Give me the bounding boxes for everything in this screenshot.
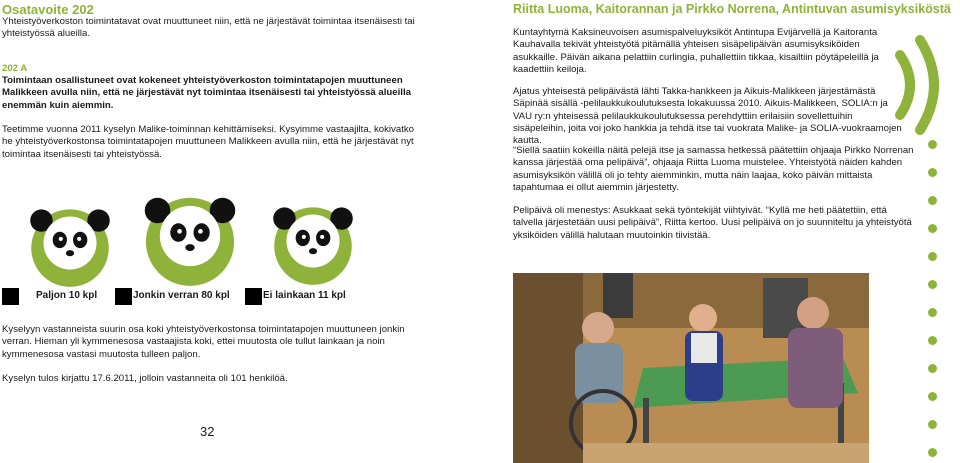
decorative-dot bbox=[928, 336, 937, 345]
item-code: 202 A bbox=[2, 63, 28, 74]
result-note: Kyselyn tulos kirjattu 17.6.2011, jolloin vastanneita oli 101 henkilöä. bbox=[2, 373, 288, 384]
item-text: Toimintaan osallistuneet ovat kokeneet yhteistyöverkoston toimintatapojen muuttuneen Malikkeen avulla niin, että ne järjestävät nyt toimintaa itsenäisesti tai yhteistyössä alueilla enemmän kuin aiemmin. bbox=[2, 75, 411, 111]
survey-text: Teetimme vuonna 2011 kyselyn Malike-toiminnan kehittämiseksi. Kysyimme vastaajilta, kokivatko he yhteistyöverkostonsa toimintatapojen muuttuneen Malikkeen avulla niin, että he järjestävät nyt toimintaa itsenäisesti tai yhteistyössä. bbox=[2, 124, 414, 160]
legend-label: Paljon 10 kpl bbox=[36, 290, 98, 301]
intro-text: Yhteistyöverkoston toimintatavat ovat muuttuneet niin, että ne järjestävät toimintaa itsenäisesti tai yhteistyössä alueilla. bbox=[2, 16, 415, 40]
decorative-dot bbox=[928, 252, 937, 261]
paragraph-1: Kuntayhtymä Kaksineuvoisen asumispalveluyksiköt Antintupa Evijärvellä ja Kaitoranta Kauhavalla tekivät yhteistyötä pitämällä yhteisen sisäpelipäivän asumisyksiköiden asukkaille. Päivän aikana pelattiin curlingia, puhallettiin tikkaa, kisailtiin pöytäpeleillä ja kaadettiin keiloja. bbox=[513, 27, 879, 75]
legend-swatch bbox=[245, 288, 262, 305]
legend-label: Ei lainkaan 11 kpl bbox=[263, 290, 346, 301]
paragraph-2: Ajatus yhteisestä pelipäivästä lähti Takka-hankkeen ja Aikuis-Malikkeen järjestämästä Säpinää sisällä -pelilaukkukoulutuksesta lokakuussa 2010. Aikuis-Malikkeen, SOLIA:n ja VAU ry:n yhteisessä pelilaukkukoulutuksessa perehdyttiin erilaisiin sovellettuihin sisäpeleihin, joita voi joko hankkia ja tehdä itse tai vuokrata Malike- ja SOLIA-vuokraamojen kautta. bbox=[513, 86, 902, 147]
paragraph-4: Pelipäivä oli menestys: Asukkaat sekä työntekijät viihtyivät. “Kyllä me heti päätettiin, että talvella järjestetään uusi pelipäivä”, Riitta kertoo. Uusi pelipäivä on jo suunniteltu ja yhteistyötä yksiköiden välillä halutaan muutoinkin tiivistää. bbox=[513, 205, 912, 241]
decorative-dot bbox=[928, 168, 937, 177]
decorative-dot bbox=[928, 280, 937, 289]
section-heading: Osatavoite 202 bbox=[2, 2, 94, 17]
decorative-dot bbox=[928, 140, 937, 149]
decorative-dot bbox=[928, 420, 937, 429]
legend-label: Jonkin verran 80 kpl bbox=[133, 290, 230, 301]
page-number: 32 bbox=[200, 424, 215, 439]
decorative-dot bbox=[928, 224, 937, 233]
panda-icon bbox=[19, 192, 121, 294]
event-photo bbox=[513, 273, 869, 463]
legend-swatch bbox=[2, 288, 19, 305]
result-text: Kyselyyn vastanneista suurin osa koki yhteistyöverkostonsa toimintatapojen muuttuneen jonkin verran. Hieman yli kymmenesosa vastaajista koki, ettei muutosta ole tullut lainkaan ja noin kymmenesosa vastasi muutosta tulleen paljon. bbox=[2, 324, 405, 360]
decorative-dot bbox=[928, 364, 937, 373]
panda-icon bbox=[262, 190, 364, 292]
legend-swatch bbox=[115, 288, 132, 305]
article-heading: Riitta Luoma, Kaitorannan ja Pirkko Norrena, Antintuvan asumisyksiköstä bbox=[513, 2, 951, 16]
decorative-dot bbox=[928, 308, 937, 317]
panda-icon bbox=[132, 178, 248, 294]
decorative-dot bbox=[928, 392, 937, 401]
decorative-dot bbox=[928, 196, 937, 205]
sound-waves-icon bbox=[880, 30, 960, 140]
paragraph-3: “Siellä saatiin kokeilla näitä pelejä itse ja samassa hetkessä päätettiin ohjaaja Pirkko Norrenan kanssa järjestää oma pelipäivä”, ohjaaja Riitta Luoma muistelee. Yhteistyötä näiden kahden asumisyksikön välillä oli jo tehty aiemminkin, mutta näin laajaa, koko päivän mittaista tapahtumaa ei ollut aiemmin järjestetty. bbox=[513, 145, 914, 193]
decorative-dot bbox=[928, 448, 937, 457]
